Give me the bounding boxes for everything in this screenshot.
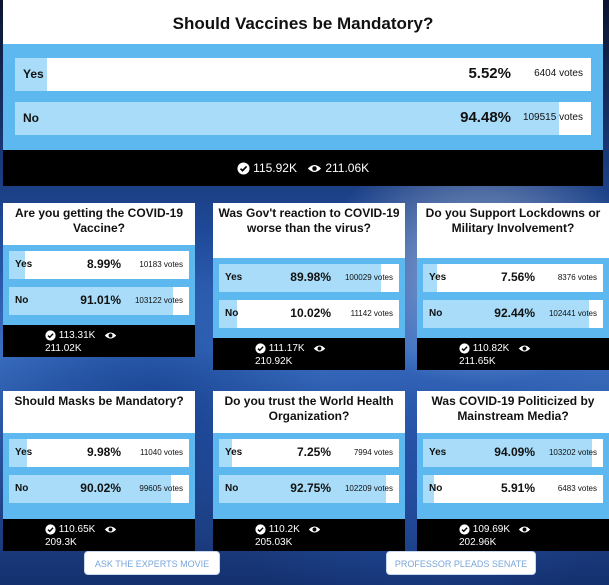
option-percent: 5.52% (468, 65, 511, 82)
option-label: Yes (429, 272, 447, 283)
poll-options (417, 433, 609, 519)
poll-stats (3, 325, 195, 357)
poll-option-yes[interactable] (15, 58, 591, 91)
option-label: Yes (15, 447, 33, 458)
option-percent: 91.01% (80, 293, 121, 307)
option-percent: 92.75% (290, 481, 331, 495)
poll-option-yes[interactable] (219, 264, 399, 292)
option-votes: 10183 votes (139, 260, 183, 269)
poll-title: Should Masks be Mandatory? (3, 391, 195, 433)
check-circle-icon (255, 524, 266, 535)
option-votes: 103202 votes (548, 448, 597, 457)
poll-title: Do you trust the World Health Organization? (213, 391, 405, 433)
view-count: 205.03K (255, 537, 293, 548)
option-votes: 8376 votes (557, 273, 597, 282)
poll-card (213, 203, 405, 370)
option-label: Yes (225, 272, 243, 283)
option-votes: 100029 votes (344, 273, 393, 282)
poll-title: Should Vaccines be Mandatory? (3, 0, 603, 44)
professor-pleads-senate-button[interactable]: PROFESSOR PLEADS SENATE (386, 551, 536, 575)
eye-icon (518, 525, 531, 534)
option-label: No (225, 308, 239, 319)
poll-options (213, 258, 405, 338)
view-count: 211.06K (325, 161, 370, 175)
poll-option-yes[interactable] (219, 439, 399, 467)
voted-count: 113.31K (58, 330, 96, 341)
eye-icon (313, 344, 326, 353)
poll-option-no[interactable] (423, 475, 603, 503)
option-votes: 6404 votes (534, 68, 583, 79)
poll-option-yes[interactable] (9, 251, 189, 279)
poll-option-yes[interactable] (423, 264, 603, 292)
poll-options (3, 433, 195, 519)
ask-experts-movie-button[interactable]: ASK THE EXPERTS MOVIE (84, 551, 220, 575)
check-circle-icon (45, 330, 56, 341)
poll-option-no[interactable] (219, 475, 399, 503)
view-count: 202.96K (459, 537, 497, 548)
eye-icon (307, 163, 322, 174)
voted-count: 109.69K (472, 524, 511, 535)
poll-option-no[interactable] (9, 287, 189, 315)
voted-count: 115.92K (253, 161, 297, 175)
poll-title: Was Gov't reaction to COVID-19 worse than the virus? (213, 203, 405, 258)
option-percent: 92.44% (494, 306, 535, 320)
option-label: Yes (15, 259, 33, 270)
option-percent: 7.25% (296, 445, 331, 459)
option-percent: 94.48% (460, 109, 511, 126)
option-label: No (225, 483, 239, 494)
poll-option-no[interactable] (9, 475, 189, 503)
option-percent: 7.56% (500, 270, 535, 284)
poll-title: Do you Support Lockdowns or Military Involvement? (417, 203, 609, 258)
poll-options (3, 245, 195, 325)
check-circle-icon (237, 162, 250, 175)
eye-icon (518, 344, 531, 353)
eye-icon (104, 525, 117, 534)
option-label: No (23, 111, 39, 125)
option-votes: 102209 votes (344, 484, 393, 493)
poll-options (3, 44, 603, 150)
option-label: Yes (23, 67, 44, 81)
poll-stats (213, 519, 405, 551)
poll-card (3, 391, 195, 551)
view-count: 209.3K (45, 537, 77, 548)
poll-card (417, 203, 609, 370)
option-label: Yes (429, 447, 447, 458)
voted-count: 111.17K (268, 343, 305, 354)
option-votes: 7994 votes (353, 448, 393, 457)
voted-count: 110.65K (58, 524, 96, 535)
eye-icon (308, 525, 321, 534)
poll-card (213, 391, 405, 551)
poll-stats (417, 519, 609, 551)
poll-options (213, 433, 405, 519)
option-percent: 10.02% (290, 306, 331, 320)
option-votes: 11142 votes (350, 309, 393, 318)
check-circle-icon (255, 343, 266, 354)
option-percent: 8.99% (86, 257, 121, 271)
option-votes: 103122 votes (134, 296, 183, 305)
option-label: No (429, 308, 443, 319)
poll-title: Was COVID-19 Politicized by Mainstream Media? (417, 391, 609, 433)
voted-count: 110.2K (268, 524, 300, 535)
poll-option-yes[interactable] (423, 439, 603, 467)
option-label: No (429, 483, 443, 494)
poll-options (417, 258, 609, 338)
poll-card (3, 203, 195, 357)
option-votes: 99605 votes (139, 484, 183, 493)
poll-stats (213, 338, 405, 370)
view-count: 211.02K (45, 343, 82, 354)
option-percent: 9.98% (86, 445, 121, 459)
poll-option-no[interactable] (423, 300, 603, 328)
voted-count: 110.82K (472, 343, 510, 354)
option-label: No (15, 483, 29, 494)
poll-stats (3, 150, 603, 186)
check-circle-icon (459, 524, 470, 535)
view-count: 210.92K (255, 356, 293, 367)
option-percent: 94.09% (494, 445, 535, 459)
option-votes: 109515 votes (522, 112, 583, 123)
poll-title: Are you getting the COVID-19 Vaccine? (3, 203, 195, 245)
option-percent: 90.02% (80, 481, 121, 495)
view-count: 211.65K (459, 356, 496, 367)
check-circle-icon (459, 343, 470, 354)
poll-stats (3, 519, 195, 551)
poll-option-yes[interactable] (9, 439, 189, 467)
poll-card (417, 391, 609, 551)
main-poll (3, 0, 603, 186)
eye-icon (104, 331, 117, 340)
option-percent: 5.91% (500, 481, 535, 495)
option-percent: 89.98% (290, 270, 331, 284)
poll-stats (417, 338, 609, 370)
option-votes: 6483 votes (557, 484, 597, 493)
poll-option-no[interactable] (219, 300, 399, 328)
option-votes: 11040 votes (140, 448, 183, 457)
check-circle-icon (45, 524, 56, 535)
option-votes: 102441 votes (548, 309, 597, 318)
option-label: Yes (225, 447, 243, 458)
poll-option-no[interactable] (15, 102, 591, 135)
option-label: No (15, 295, 29, 306)
